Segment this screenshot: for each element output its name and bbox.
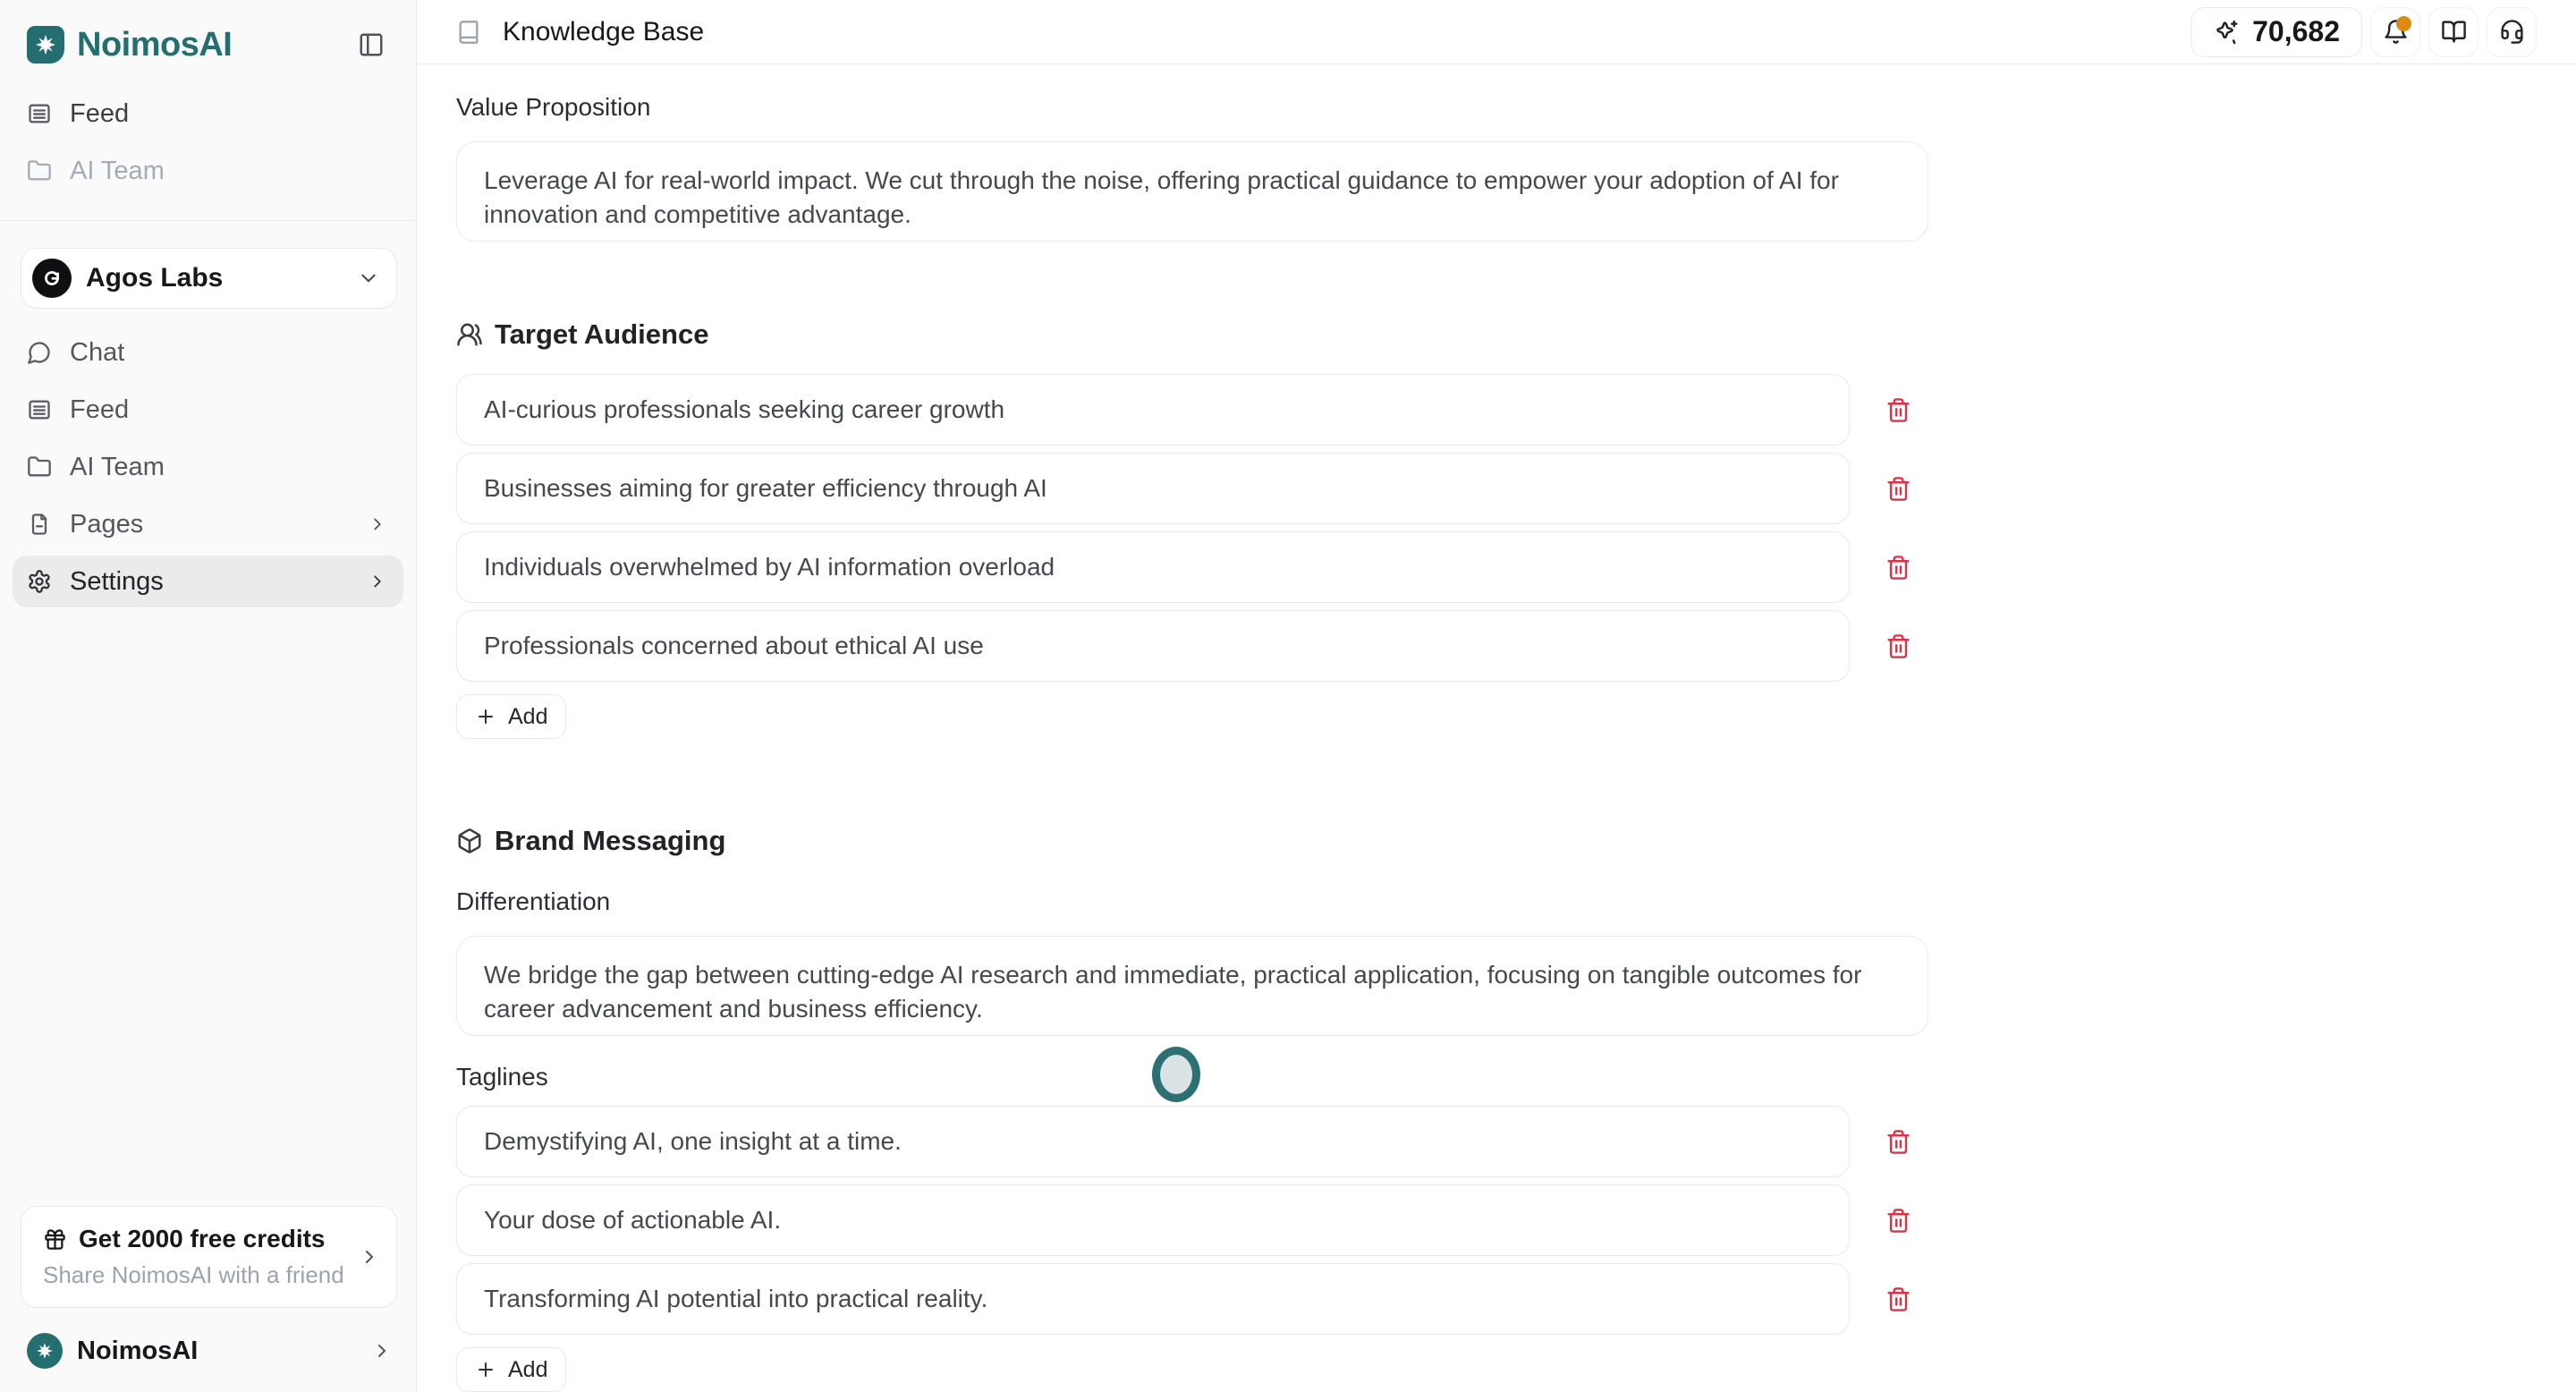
sidebar-header (0, 0, 416, 73)
taglines-label: Taglines (456, 1063, 548, 1091)
sidebar-item-feed[interactable] (13, 88, 403, 140)
trash-icon (1885, 476, 1911, 502)
chevron-right-icon (359, 1246, 380, 1268)
promo-subtitle: Share NoimosAI with a friend (43, 1261, 344, 1288)
target-audience-heading: Target Audience (495, 318, 709, 350)
gift-icon (43, 1227, 67, 1252)
delete-audience-button[interactable] (1878, 547, 1918, 587)
list-item (456, 1106, 2576, 1177)
folder-icon (27, 158, 52, 183)
list-item (456, 610, 2576, 682)
sidebar-item-ai-team-workspace[interactable] (13, 441, 403, 493)
tagline-input[interactable] (456, 1106, 1850, 1177)
add-audience-button[interactable]: Add (456, 694, 566, 739)
brand-star-icon (34, 1340, 55, 1362)
topbar-actions (2190, 7, 2537, 57)
brand-name: NoimosAI (77, 25, 233, 64)
list-item (456, 1184, 2576, 1256)
sidebar-item-pages[interactable] (13, 498, 403, 550)
sidebar-item-label: Chat (70, 337, 125, 367)
main-area (417, 0, 2576, 1392)
target-audience-list (456, 374, 2576, 682)
box-icon (456, 828, 483, 854)
delete-audience-button[interactable] (1878, 390, 1918, 429)
differentiation-label: Differentiation (456, 887, 611, 915)
sidebar-item-label: Settings (70, 566, 164, 596)
taglines-list (456, 1106, 2576, 1335)
content-scroll-area[interactable] (417, 64, 2576, 1392)
feed-icon (27, 101, 52, 126)
sidebar-item-ai-team[interactable] (13, 145, 403, 197)
audience-input[interactable] (456, 453, 1850, 524)
brand-logo-icon (27, 26, 64, 64)
trash-icon (1885, 633, 1911, 659)
plus-icon (475, 1359, 496, 1380)
sidebar-item-label: AI Team (70, 452, 165, 481)
sidebar-item-settings[interactable] (13, 556, 403, 607)
trash-icon (1885, 1286, 1911, 1312)
trash-icon (1885, 555, 1911, 581)
page-title: Knowledge Base (503, 16, 705, 47)
notification-badge (2396, 16, 2411, 31)
workspace-logo-icon (39, 266, 64, 291)
account-avatar (27, 1333, 63, 1369)
credits-value: 70,682 (2252, 15, 2340, 47)
list-item (456, 453, 2576, 524)
audience-input[interactable] (456, 531, 1850, 603)
sidebar-divider (0, 220, 416, 221)
sidebar-toggle-button[interactable] (352, 25, 391, 64)
sidebar-item-label: Feed (70, 98, 130, 128)
promo-text (43, 1225, 359, 1289)
audience-input[interactable] (456, 610, 1850, 682)
chevron-right-icon (368, 514, 387, 534)
tagline-input[interactable] (456, 1184, 1850, 1256)
headset-icon (2499, 19, 2525, 45)
docs-button[interactable] (2428, 7, 2479, 57)
sidebar (0, 0, 417, 1392)
list-item (456, 374, 2576, 446)
book-icon (456, 20, 481, 45)
chevron-right-icon (371, 1340, 393, 1362)
book-open-icon (2441, 19, 2467, 45)
value-proposition-label: Value Proposition (456, 93, 651, 121)
sidebar-spacer (0, 607, 416, 1206)
audience-input[interactable] (456, 374, 1850, 446)
trash-icon (1885, 397, 1911, 423)
account-menu[interactable] (0, 1322, 416, 1392)
credits-counter[interactable] (2190, 7, 2362, 57)
sidebar-item-chat[interactable] (13, 327, 403, 378)
list-item (456, 1263, 2576, 1335)
target-audience-section (456, 318, 2576, 739)
workspace-avatar (32, 259, 72, 298)
feed-icon (27, 397, 52, 422)
add-tagline-button[interactable]: Add (456, 1347, 566, 1392)
list-item (456, 531, 2576, 603)
referral-promo-card[interactable] (21, 1206, 397, 1308)
chevron-right-icon (368, 572, 387, 591)
sidebar-item-feed-workspace[interactable] (13, 384, 403, 436)
pages-icon (27, 512, 52, 537)
promo-title: Get 2000 free credits (79, 1225, 326, 1252)
sidebar-item-label: Pages (70, 509, 144, 539)
differentiation-textarea[interactable] (456, 936, 1928, 1036)
panel-left-icon (358, 31, 385, 58)
chat-icon (27, 340, 52, 365)
plus-icon (475, 706, 496, 727)
sidebar-top-nav (0, 88, 416, 197)
account-name: NoimosAI (77, 1336, 199, 1365)
folder-icon (27, 454, 52, 480)
sparkles-icon (2213, 19, 2240, 46)
delete-tagline-button[interactable] (1878, 1122, 1918, 1161)
notifications-button[interactable] (2370, 7, 2420, 57)
gear-icon (27, 569, 52, 594)
support-button[interactable] (2487, 7, 2537, 57)
delete-audience-button[interactable] (1878, 626, 1918, 666)
trash-icon (1885, 1129, 1911, 1155)
topbar (417, 0, 2576, 64)
tagline-input[interactable] (456, 1263, 1850, 1335)
workspace-nav (0, 327, 416, 607)
value-proposition-textarea[interactable] (456, 141, 1928, 242)
users-icon (456, 321, 483, 348)
delete-tagline-button[interactable] (1878, 1279, 1918, 1319)
brand-messaging-section (456, 825, 2576, 1392)
sidebar-item-label: Feed (70, 395, 130, 424)
sidebar-item-label: AI Team (70, 156, 165, 185)
trash-icon (1885, 1208, 1911, 1234)
workspace-name: Agos Labs (86, 263, 224, 293)
delete-audience-button[interactable] (1878, 469, 1918, 508)
chevron-down-icon (357, 267, 380, 290)
workspace-switcher[interactable] (21, 248, 397, 309)
brand-messaging-heading: Brand Messaging (495, 825, 726, 856)
delete-tagline-button[interactable] (1878, 1201, 1918, 1240)
